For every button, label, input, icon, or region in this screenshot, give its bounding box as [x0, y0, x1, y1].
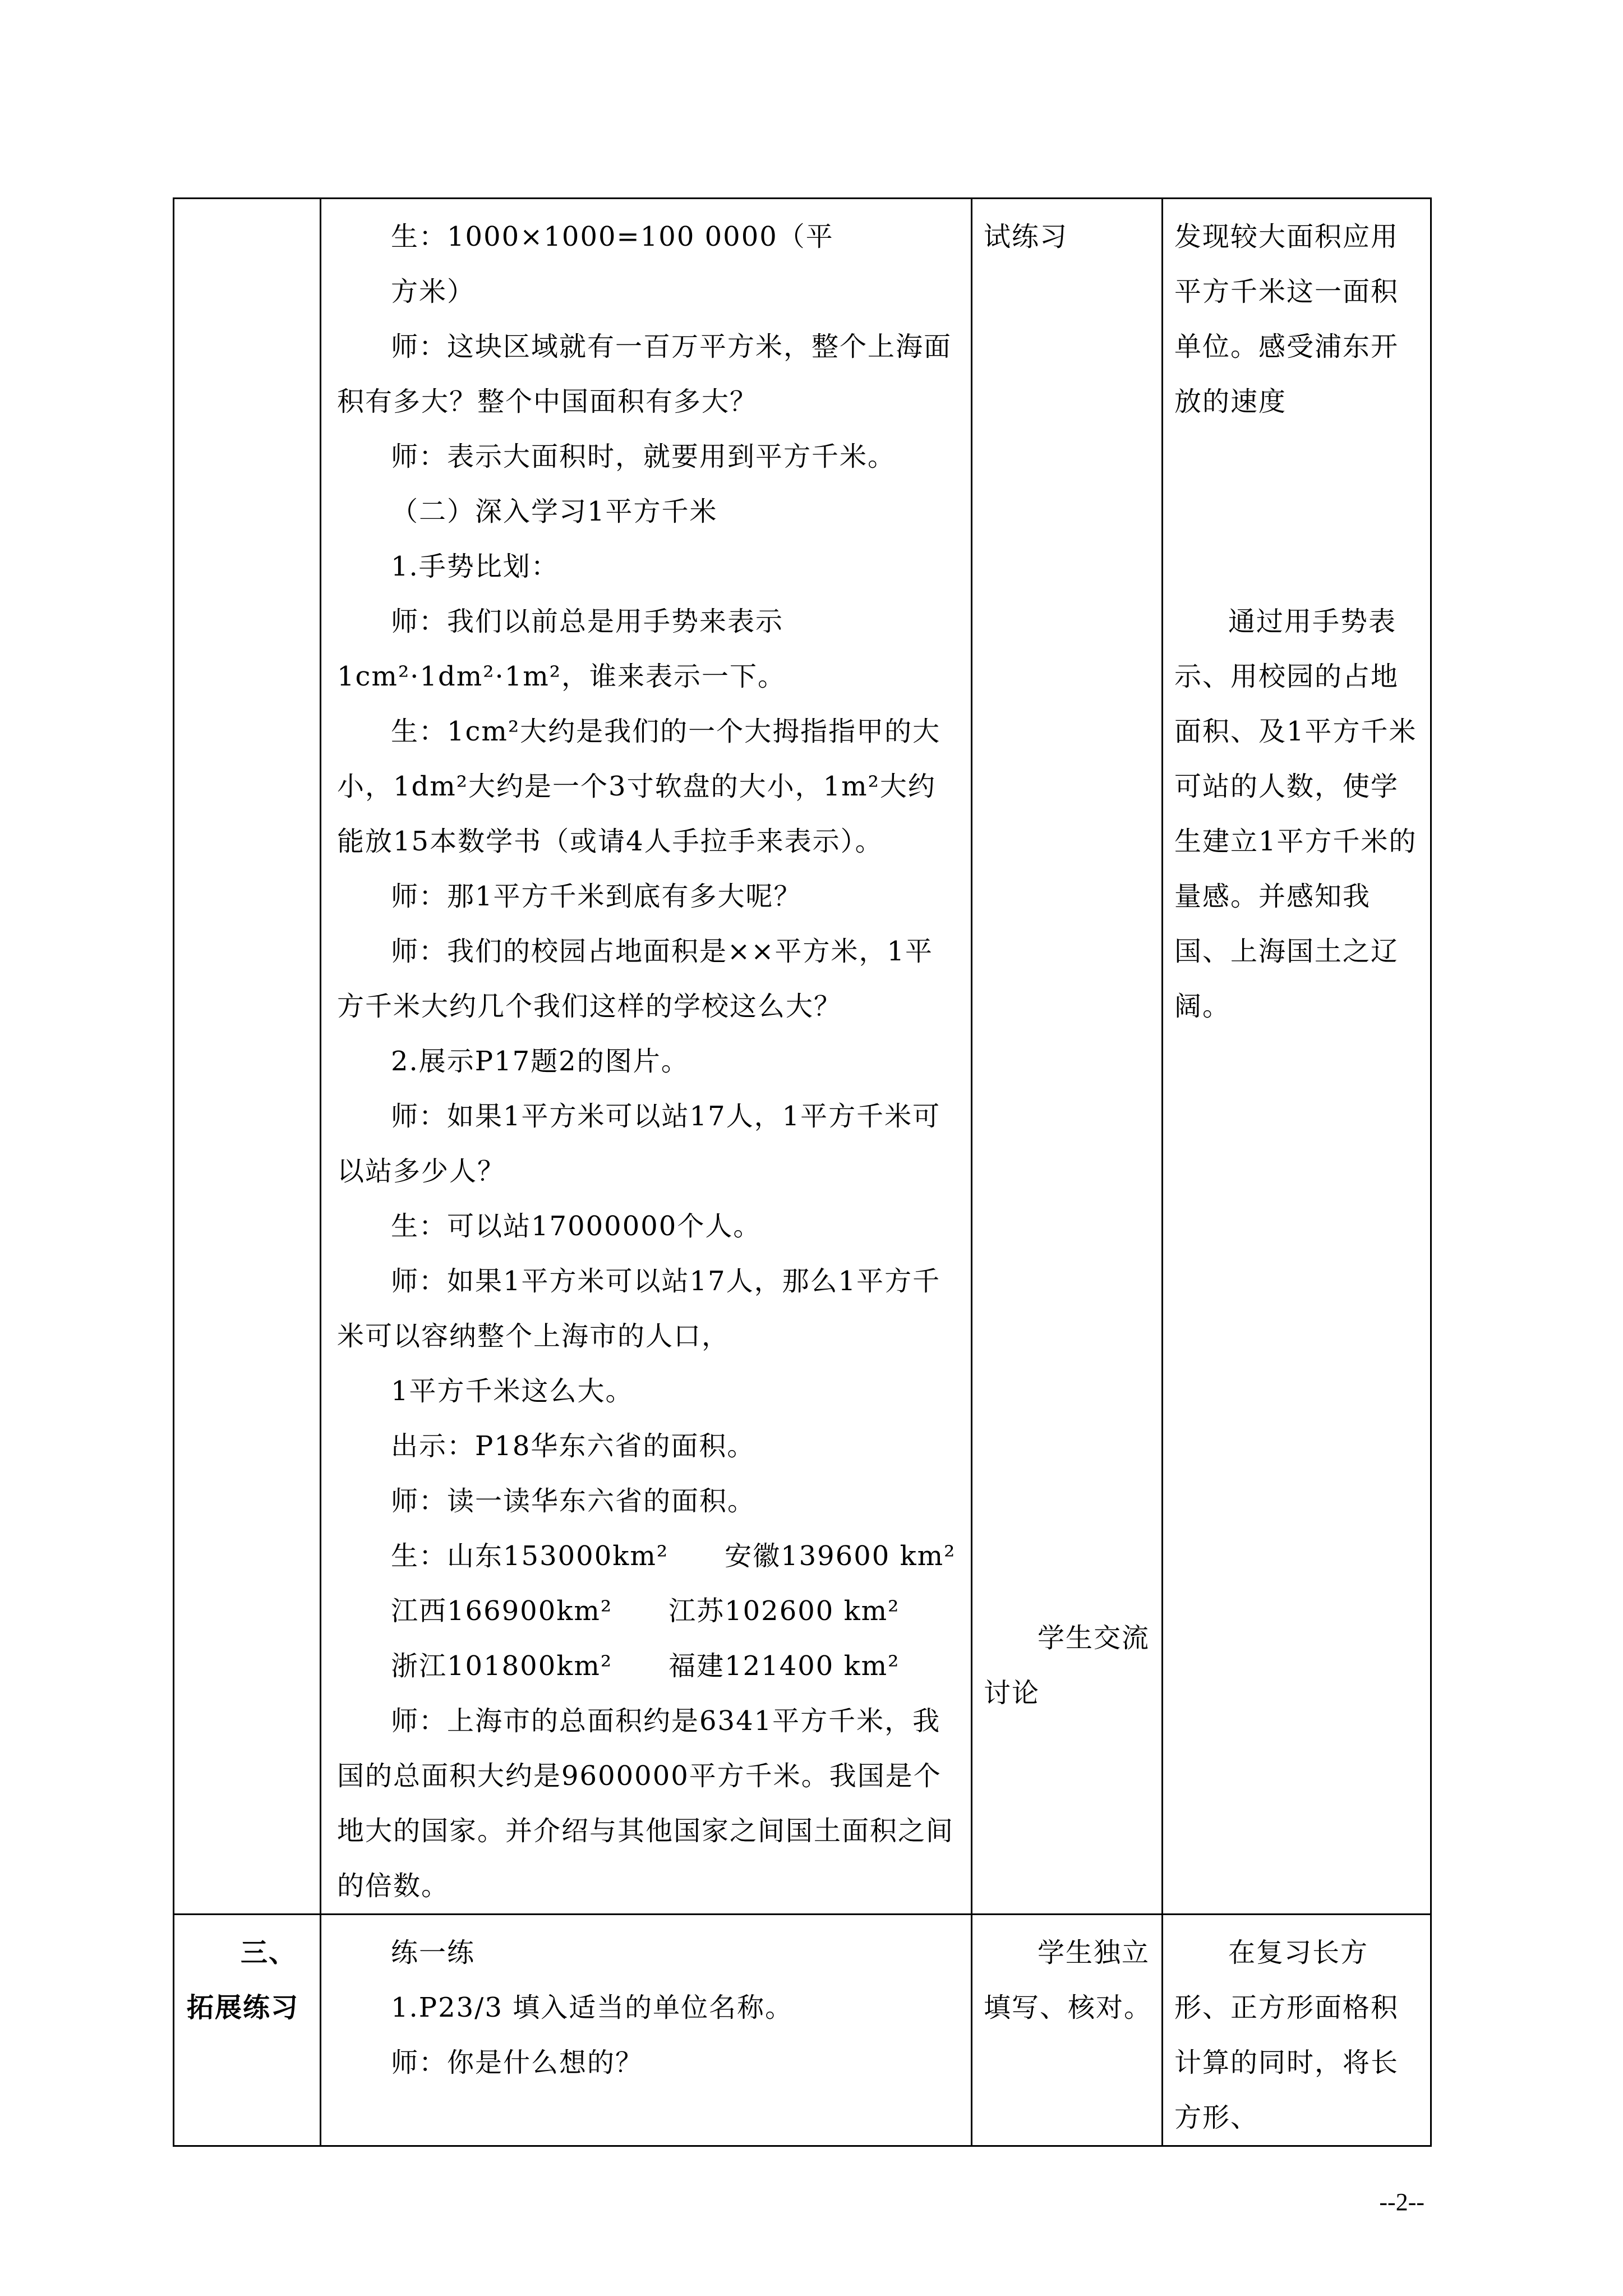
- student-activity-cell: [972, 199, 1163, 1915]
- paragraph: 1平方千米这么大。: [391, 1375, 634, 1407]
- teaching-process-text: [321, 199, 971, 1913]
- design-intent-cell: [1163, 199, 1431, 1915]
- paragraph: 师：我们以前总是用手势来表示1cm²·1dm²·1m²，谁来表示一下。: [337, 606, 786, 692]
- table-row: [174, 199, 1431, 1915]
- lesson-plan-table: [173, 197, 1432, 2147]
- paragraph: 师：如果1平方米可以站17人，1平方千米可以站多少人？: [337, 1101, 941, 1187]
- paragraph: 生：1000×1000=100 0000（平: [391, 221, 834, 252]
- teaching-process-text: [321, 1915, 971, 2090]
- paragraph: 江西166900km² 江苏102600 km²: [391, 1595, 900, 1627]
- paragraph: 师：表示大面积时，就要用到平方千米。: [391, 441, 896, 472]
- paragraph: 练一练: [391, 1937, 476, 1968]
- student-activity-text: 学生独立填写、核对。: [984, 1937, 1152, 2023]
- stage-label: 三、拓展练习: [187, 1937, 299, 2023]
- paragraph: 浙江101800km² 福建121400 km²: [391, 1650, 900, 1682]
- paragraph: 2.展示P17题2的图片。: [391, 1046, 689, 1077]
- student-activity-text: [972, 199, 1161, 1720]
- paragraph: 生：1cm²大约是我们的一个大拇指指甲的大小，1dm²大约是一个3寸软盘的大小，1m²大约能放15本数学书（或请4人手拉手来表示）。: [337, 716, 941, 857]
- paragraph: 师：如果1平方米可以站17人，那么1平方千米可以容纳整个上海市的人口，: [337, 1266, 941, 1352]
- design-intent-text: 在复习长方形、正方形面格积计算的同时，将长方形、: [1174, 1937, 1399, 2133]
- stage-cell: [174, 199, 321, 1915]
- paragraph: 师：这块区域就有一百万平方米，整个上海面积有多大？整个中国面积有多大？: [337, 331, 952, 417]
- paragraph: 生：山东153000km² 安徽139600 km²: [391, 1540, 956, 1572]
- paragraph: 生：可以站17000000个人。: [391, 1211, 762, 1242]
- activity-top: 试练习: [984, 221, 1068, 252]
- design-intent-text: [1163, 199, 1430, 1034]
- intent-top: 发现较大面积应用平方千米这一面积单位。感受浦东开放的速度: [1174, 221, 1399, 417]
- paragraph: 师：上海市的总面积约是6341平方千米，我国的总面积大约是9600000平方千米。我国是个地大的国家。并介绍与其他国家之间国土面积之间的倍数。: [337, 1705, 955, 1902]
- student-activity-cell: [972, 1915, 1163, 2146]
- teaching-process-cell: [321, 199, 972, 1915]
- paragraph: 1.手势比划：: [391, 551, 559, 582]
- paragraph: 师：我们的校园占地面积是××平方米，1平方千米大约几个我们这样的学校这么大？: [337, 936, 933, 1022]
- paragraph: 1.P23/3 填入适当的单位名称。: [391, 1992, 794, 2023]
- page-number: --2--: [1379, 2188, 1424, 2216]
- stage-cell: [174, 1915, 321, 2146]
- paragraph: 出示：P18华东六省的面积。: [391, 1430, 755, 1462]
- teaching-process-cell: [321, 1915, 972, 2146]
- paragraph: 方米）: [391, 276, 476, 307]
- design-intent-cell: [1163, 1915, 1431, 2146]
- paragraph: 师：你是什么想的？: [391, 2047, 644, 2078]
- intent-mid: 通过用手势表示、用校园的占地面积、及1平方千米可站的人数，使学生建立1平方千米的量感。并感知我国、上海国土之辽阔。: [1174, 606, 1417, 1022]
- stage-label: [174, 199, 320, 209]
- paragraph: 师：读一读华东六省的面积。: [391, 1485, 756, 1517]
- activity-bottom: 学生交流讨论: [984, 1622, 1150, 1709]
- paragraph: 师：那1平方千米到底有多大呢？: [391, 881, 802, 912]
- paragraph: （二）深入学习1平方千米: [391, 496, 718, 527]
- table-row: [174, 1915, 1431, 2146]
